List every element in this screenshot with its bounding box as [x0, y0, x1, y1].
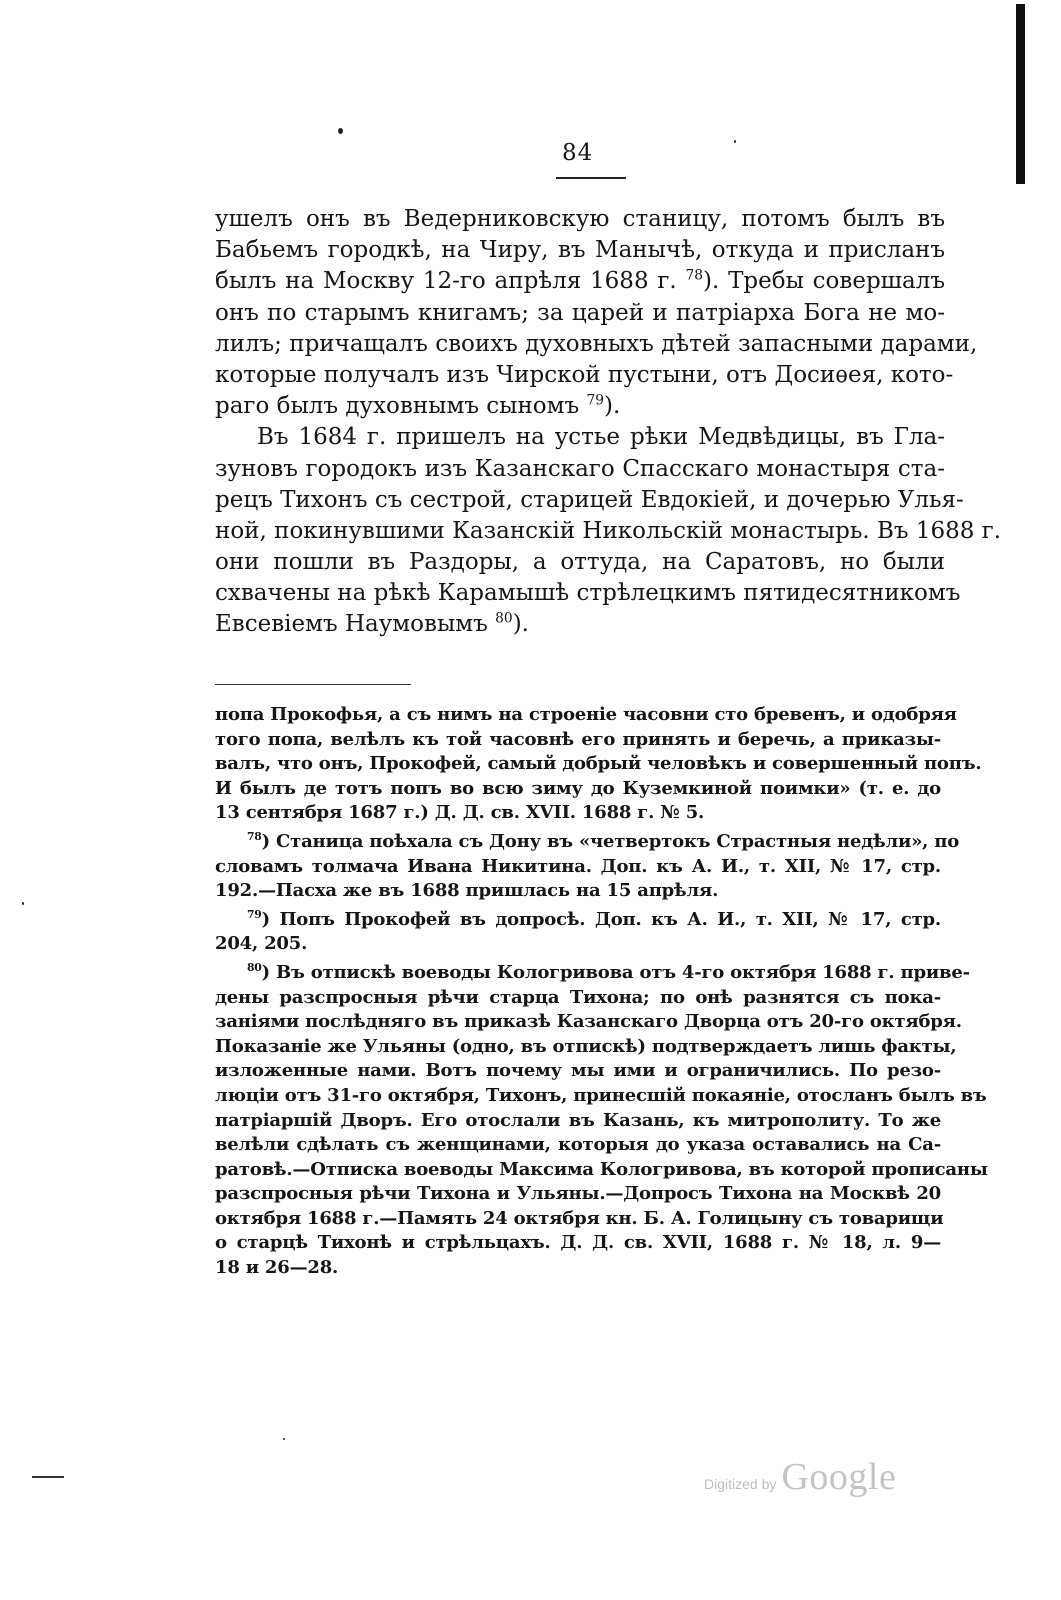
text-line: ушелъ онъ въ Ведерниковскую станицу, потомъ былъ въ	[215, 206, 945, 232]
page-number-rule	[556, 177, 626, 179]
footnote-ref[interactable]: 79	[586, 392, 605, 409]
footnote-marker: 79	[247, 907, 262, 921]
footnote-line: того попа, велѣлъ къ той часовнѣ его принять и беречь, а приказы-	[215, 728, 941, 750]
footnote-line: изложенные нами. Вотъ почему мы ими и ограничились. По резо-	[215, 1060, 941, 1082]
footnote-line: велѣли сдѣлать съ женщинами, которыя до указа оставались на Са-	[215, 1134, 941, 1156]
footnote-line: разспросныя рѣчи Тихона и Ульяны.—Допросъ Тихона на Москвѣ 20	[215, 1183, 941, 1205]
footnote-line: заніями послѣдняго въ приказѣ Казанскаго Дворца отъ 20-го октября.	[215, 1011, 962, 1033]
footnote-line: ратовѣ.—Отписка воеводы Максима Кологривова, въ которой прописаны	[215, 1158, 988, 1180]
footnote-line: патріаршій Дворъ. Его отослали въ Казань, къ митрополиту. То же	[215, 1109, 941, 1131]
footnote-marker: 80	[247, 960, 262, 974]
footnote-line: 204, 205.	[215, 933, 308, 955]
footnote-line: о старцѣ Тихонѣ и стрѣльцахъ. Д. Д. св. XVII, 1688 г. № 18, л. 9—	[215, 1232, 941, 1254]
footnote-line: люціи отъ 31-го октября, Тихонъ, принесшій покаяніе, отосланъ былъ въ	[215, 1084, 987, 1106]
footnote-line: октября 1688 г.—Память 24 октября кн. Б. А. Голицыну съ товарищи	[215, 1207, 944, 1229]
text-line: ной, покинувшими Казанскій Никольскій монастырь. Въ 1688 г.	[215, 517, 1002, 544]
footnote-ref[interactable]: 78	[685, 267, 704, 284]
text-line: былъ на Москву 12-го апрѣля 1688 г. $^{78}$). Требы совершалъ	[215, 267, 946, 295]
footnotes	[215, 703, 988, 1281]
text-line: лилъ; причащалъ своихъ духовныхъ дѣтей запасными дарами,	[215, 330, 978, 357]
scan-speck	[734, 140, 736, 143]
text-line: раго былъ духовнымъ сыномъ $^{79}$).	[215, 392, 621, 420]
page-number: 84	[562, 140, 594, 166]
text-line: Евсевіемъ Наумовымъ $^{80}$).	[215, 610, 529, 638]
footnote-line: $^{80}$) Въ отпискѣ воеводы Кологривова отъ 4-го октября 1688 г. приве-	[247, 960, 970, 983]
footnote-line: $^{78}$) Станица поѣхала съ Дону въ «четвертокъ Страстныя недѣли», по	[247, 829, 960, 852]
footnote-rule	[215, 684, 411, 685]
scan-speck	[283, 1438, 285, 1440]
text-line: которые получалъ изъ Чирской пустыни, отъ Досиѳея, кото-	[215, 361, 954, 388]
scan-margin-mark	[32, 1476, 64, 1478]
footnote-marker: 78	[247, 829, 262, 843]
google-logo: Google	[781, 1456, 897, 1498]
text-line: Въ 1684 г. пришелъ на устье рѣки Медвѣдицы, въ Гла-	[257, 424, 945, 451]
text-line: зуновъ городокъ изъ Казанскаго Спасскаго монастыря ста-	[215, 455, 945, 482]
footnote-line: попа Прокофья, а съ нимъ на строеніе часовни сто бревенъ, и одобряя	[215, 704, 957, 725]
footnote-line: Показаніе же Ульяны (одно, въ отпискѣ) подтверждаетъ лишь факты,	[215, 1035, 957, 1057]
text-line: схвачены на рѣкѣ Карамышѣ стрѣлецкимъ пятидесятникомъ	[215, 580, 961, 607]
scan-speck	[22, 902, 24, 905]
text-line: они пошли въ Раздоры, а оттуда, на Саратовъ, но были	[215, 549, 945, 576]
text-line: рецъ Тихонъ съ сестрой, старицей Евдокіей, и дочерью Улья-	[215, 486, 964, 513]
footnote-line: валъ, что онъ, Прокофей, самый добрый человѣкъ и совершенный попъ.	[215, 753, 982, 775]
footnote-line: 13 сентября 1687 г.) Д. Д. св. XVII. 1688 г. № 5.	[215, 802, 705, 824]
footnote-line: словамъ толмача Ивана Никитина. Доп. къ А. И., т. XII, № 17, стр.	[215, 855, 941, 877]
footnote-line: дены разспросныя рѣчи старца Тихона; по онѣ разнятся съ пока-	[215, 986, 941, 1008]
text-line: онъ по старымъ книгамъ; за царей и патріарха Бога не мо-	[215, 299, 945, 326]
footnote-ref[interactable]: 80	[495, 610, 513, 627]
text-line: Бабьемъ городкѣ, на Чиру, въ Манычѣ, откуда и присланъ	[215, 237, 945, 264]
main-text	[215, 204, 1002, 641]
footnote-line: 18 и 26—28.	[215, 1257, 339, 1279]
watermark-prefix: Digitized by	[704, 1476, 777, 1492]
digitized-by-google-watermark	[704, 1455, 896, 1499]
footnote-line: $^{79}$) Попъ Прокофей въ допросѣ. Доп. къ А. И., т. XII, № 17, стр.	[247, 907, 941, 930]
scan-edge-bar	[1016, 4, 1025, 184]
footnote-line: 192.—Пасха же въ 1688 пришлась на 15 апрѣля.	[215, 880, 719, 902]
scan-speck	[338, 128, 343, 134]
footnote-line: И былъ де тотъ попъ во всю зиму до Куземкиной поимки» (т. е. до	[215, 777, 941, 799]
